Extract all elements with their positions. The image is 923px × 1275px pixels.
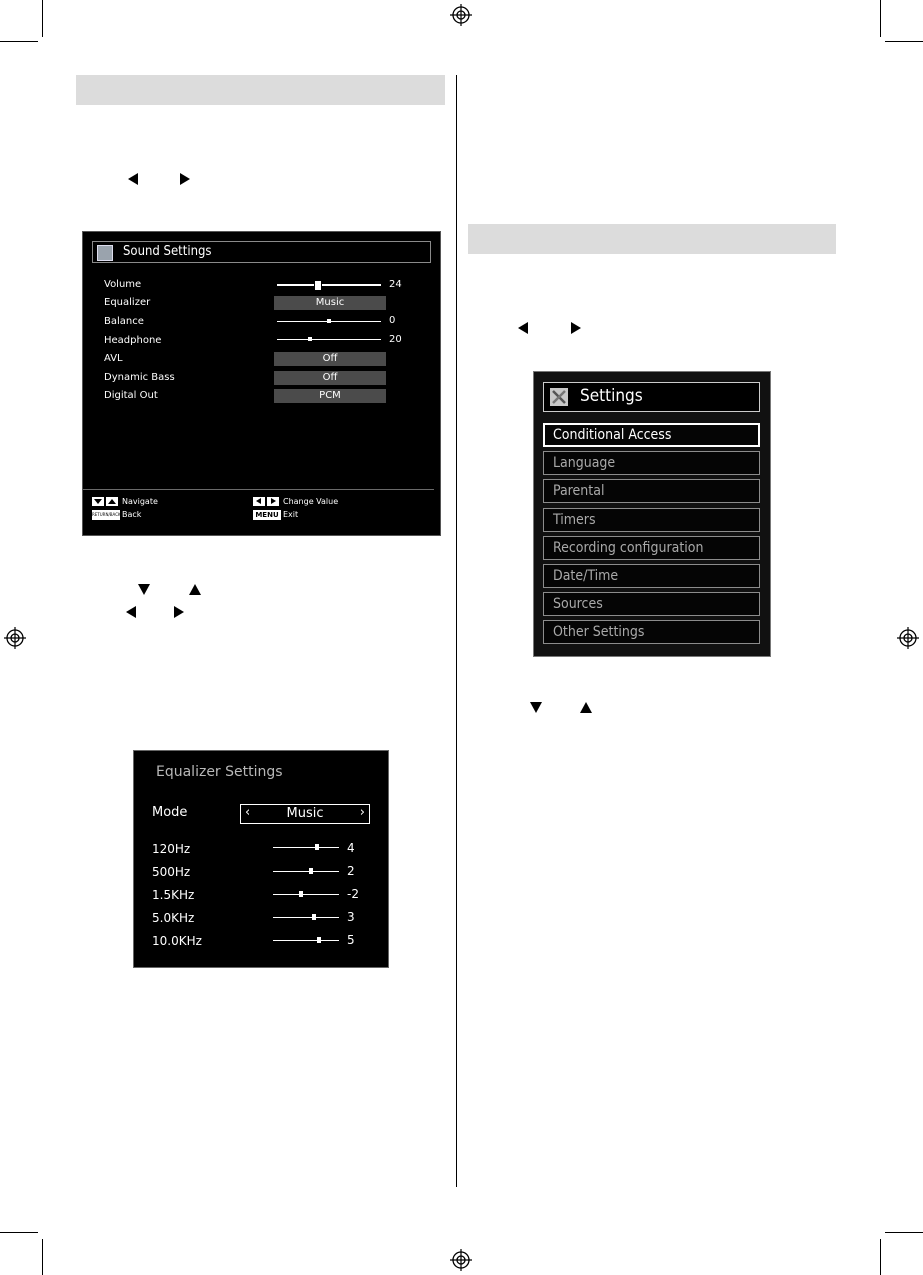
change-value-hint: Change Value (283, 497, 339, 506)
column-divider (456, 75, 457, 1187)
headphone-slider[interactable] (277, 339, 381, 340)
down-arrow-icon (530, 702, 542, 713)
mode-next-icon[interactable]: › (359, 805, 365, 820)
volume-value: 24 (389, 279, 402, 290)
crop-mark (0, 41, 38, 42)
back-hint: Back (122, 510, 142, 519)
menu-item-parental[interactable]: Parental (543, 479, 760, 503)
right-arrow-icon (174, 606, 184, 618)
menu-item-recording-configuration[interactable]: Recording configuration (543, 536, 760, 560)
band-slider[interactable] (273, 917, 339, 918)
band-value: 2 (347, 864, 355, 878)
up-arrow-icon (580, 702, 592, 713)
digital-out-label: Digital Out (104, 390, 158, 401)
band-value: -2 (347, 887, 359, 901)
mode-value: Music (286, 806, 324, 821)
menu-item-conditional-access[interactable]: Conditional Access (543, 423, 760, 447)
navigate-hint: Navigate (122, 497, 158, 506)
crop-mark (0, 1232, 38, 1233)
volume-slider-knob[interactable] (314, 280, 322, 291)
right-arrow-icon (180, 173, 190, 185)
band-slider-knob[interactable] (309, 868, 313, 874)
sound-settings-header (92, 241, 431, 263)
crop-mark (880, 1239, 881, 1275)
right-arrow-icon (571, 322, 581, 334)
menu-item-timers[interactable]: Timers (543, 508, 760, 532)
band-slider[interactable] (273, 940, 339, 941)
crop-mark (880, 0, 881, 37)
menu-key-icon: MENU (253, 510, 281, 520)
band-label: 1.5KHz (152, 888, 195, 902)
band-slider-knob[interactable] (315, 844, 319, 850)
up-key-icon (106, 497, 118, 506)
sound-settings-screen (82, 231, 441, 536)
settings-title: Settings (580, 386, 643, 406)
equalizer-settings-title: Equalizer Settings (156, 764, 283, 780)
crop-mark (885, 1232, 923, 1233)
band-slider-knob[interactable] (312, 914, 316, 920)
registration-mark-icon (450, 1249, 472, 1271)
band-label: 5.0KHz (152, 911, 195, 925)
band-value: 5 (347, 933, 355, 947)
registration-mark-icon (4, 627, 26, 649)
registration-mark-icon (450, 4, 472, 26)
settings-menu-screen (533, 371, 771, 657)
mode-prev-icon[interactable]: ‹ (245, 805, 251, 820)
band-label: 10.0KHz (152, 934, 202, 948)
crop-mark (42, 0, 43, 37)
left-arrow-icon (518, 322, 528, 334)
settings-header (543, 382, 760, 412)
balance-value: 0 (389, 315, 396, 326)
down-arrow-icon (138, 584, 150, 595)
headphone-slider-knob[interactable] (308, 337, 312, 341)
down-key-icon (92, 497, 104, 506)
tools-icon (550, 388, 568, 406)
sound-settings-title: Sound Settings (123, 244, 212, 259)
balance-slider-knob[interactable] (327, 319, 331, 323)
headphone-label: Headphone (104, 335, 162, 346)
right-key-icon (267, 497, 279, 506)
band-value: 3 (347, 910, 355, 924)
balance-label: Balance (104, 316, 144, 327)
menu-item-other-settings[interactable]: Other Settings (543, 620, 760, 644)
volume-slider[interactable] (277, 284, 381, 286)
return-back-key-icon: RETURN/BACK (92, 510, 120, 520)
equalizer-settings-screen (133, 750, 389, 968)
dynamic-bass-option[interactable]: Off (274, 371, 386, 385)
left-arrow-icon (126, 606, 136, 618)
volume-label: Volume (104, 279, 142, 290)
crop-mark (42, 1239, 43, 1275)
menu-item-language[interactable]: Language (543, 451, 760, 475)
dynamic-bass-label: Dynamic Bass (104, 372, 175, 383)
digital-out-option[interactable]: PCM (274, 389, 386, 403)
band-slider[interactable] (273, 894, 339, 895)
avl-option[interactable]: Off (274, 352, 386, 366)
band-label: 120Hz (152, 842, 191, 856)
menu-item-sources[interactable]: Sources (543, 592, 760, 616)
equalizer-label: Equalizer (104, 297, 151, 308)
section-heading-bar (468, 224, 836, 254)
left-arrow-icon (128, 173, 138, 185)
band-slider[interactable] (273, 847, 339, 848)
left-key-icon (253, 497, 265, 506)
crop-mark (885, 41, 923, 42)
speaker-icon (97, 245, 113, 261)
band-slider-knob[interactable] (317, 937, 321, 943)
avl-label: AVL (104, 353, 123, 364)
band-value: 4 (347, 841, 355, 855)
mode-selector[interactable] (240, 804, 370, 824)
up-arrow-icon (189, 584, 201, 595)
mode-label: Mode (152, 805, 188, 820)
band-slider[interactable] (273, 871, 339, 872)
band-label: 500Hz (152, 865, 191, 879)
section-heading-bar (76, 75, 445, 105)
equalizer-option[interactable]: Music (274, 296, 386, 310)
menu-item-date-time[interactable]: Date/Time (543, 564, 760, 588)
footer-divider (83, 489, 434, 490)
exit-hint: Exit (283, 510, 299, 519)
headphone-value: 20 (389, 334, 402, 345)
band-slider-knob[interactable] (299, 891, 303, 897)
registration-mark-icon (897, 627, 919, 649)
